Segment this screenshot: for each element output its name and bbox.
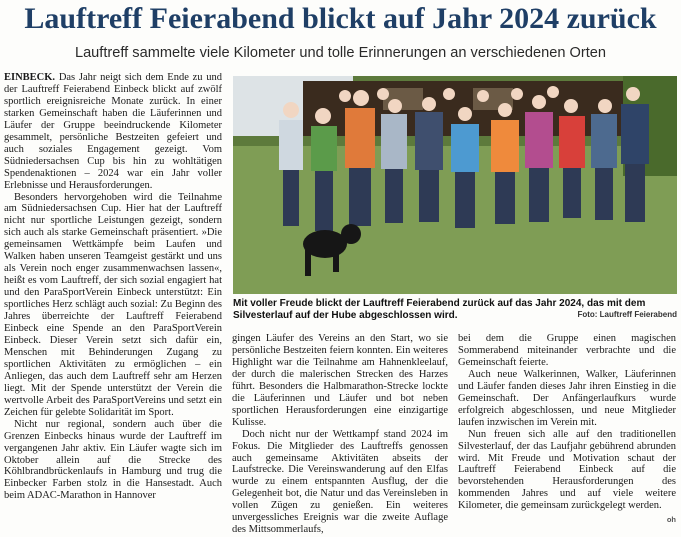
dateline: EINBECK. [4, 72, 56, 83]
column-2 [232, 333, 448, 536]
paragraph: Auch neue Walkerinnen, Walker, Läuferinnen und Läufer fanden dieses Jahr ihren Einstieg in die Gemeinschaft. Der Anfängerlaufkurs wurde erfolgreich abgeschlossen, und neue Mitglieder laufen inzwischen im Verein mit. [458, 368, 676, 428]
paragraph: bei dem die Gruppe einen magischen Sommerabend miteinander verbrachte und die Gemeinschaft feierte. [458, 333, 676, 368]
column-3 [458, 333, 676, 526]
paragraph-text: Nun freuen sich alle auf den traditionellen Silvesterlauf, der das Laufjahr gebührend abrunden wird. Mit Freude und Motivation schaut der Lauftreff Feierabend Einbeck auf die bevorstehenden Herausforderungen des kommenden Jahres und auf viele weitere Kilometer, die gemeinsam zurückgelegt werden. [458, 428, 676, 512]
group-photo-illustration [233, 76, 677, 294]
column-1 [4, 72, 222, 502]
paragraph-text: Das Jahr neigt sich dem Ende zu und der Lauftreff Feierabend Einbeck blickt auf zwölf sportlich ereignisreiche Monate zurück. In einer starken Gemeinschaft haben die Läuferinnen und Läufer der Gruppe beeindruckende Kilometer gesammelt, persönliche Bestzeiten gefeiert und auch soziales Engagement gezeigt. Vom Südniedersachsen Cup bis hin zu wohltätigen Spendenaktionen – 2024 war ein Jahr voller Erlebnisse und Herausforderungen. [4, 72, 223, 191]
subheadline: Lauftreff sammelte viele Kilometer und tolle Erinnerungen an verschiedenen Orten [74, 45, 607, 61]
paragraph: Doch nicht nur der Wettkampf stand 2024 im Fokus. Die Mitglieder des Lauftreffs genossen auch gemeinsame Aktivitäten abseits der Laufstrecke. Die Vereinswanderung auf den Elfas wurde zu einem entspannten Ausflug, der die Gelegenheit bot, die Natur und das Vereinsleben in vollen Zügen zu genießen. Ein weiteres unvergessliches Ereignis war die zweite Auflage des Mittsommerlaufs, [232, 428, 448, 536]
paragraph: Besonders hervorgehoben wird die Teilnahme am Südniedersachsen Cup. Hier hat der Lauftreff nicht nur sportliche Leistungen gezeigt, sondern sich auch als starke Gemeinschaft präsentiert. »Die gemeinsamen Wettkämpfe beim Laufen und Walken haben unseren Teamgeist gestärkt und uns als Verein noch enger zusammenwachsen lassen«, heißt es vom Lauftreff, der sich sozial engagiert hat und den ParaSportVerein Einbeck unterstützt: Ein sportliches Herz schlägt auch sozial: Zu Beginn des Jahres überreichte der Lauftreff Feierabend Einbeck eine Spende an den ParaSportVerein Einbeck. Dieser Verein setzt sich dafür ein, Menschen mit Behinderungen Zugang zu sportlichen Aktivitäten zu ermöglichen – ein Anliegen, das auch dem Lauftreff sehr am Herzen liegt. Mit der Spende unterstützt der Verein die wertvolle Arbeit des ParaSportVereins und setzt ein Zeichen für gelebte Solidarität im Sport. [4, 191, 222, 418]
group-photo [233, 76, 677, 294]
author-initials: oh [666, 515, 676, 525]
paragraph [458, 428, 676, 525]
paragraph: Nicht nur regional, sondern auch über die Grenzen Einbecks hinaus wurde der Lauftreff im vergangenen Jahr aktiv. Ein Läufer wagte sich im Oktober allein auf die Strecke des Köhlbrandbrückenlaufs in Hamburg und trug die Einbecker Farben stolz in die Hansestadt. Auch beim ADAC-Marathon in Hannover [4, 418, 222, 502]
photo-caption: Mit voller Freude blickt der Lauftreff Feierabend zurück auf das Jahr 2024, das mit dem Silvesterlauf auf der Hube abgeschlossen wird. [233, 298, 646, 321]
headline: Lauftreff Feierabend blickt auf Jahr 2024 zurück [24, 2, 657, 35]
paragraph [4, 72, 222, 192]
photo-credit: Foto: Lauftreff Feierabend [577, 310, 677, 319]
paragraph: gingen Läufer des Vereins an den Start, wo sie persönliche Bestzeiten feiern konnten. Ein weiteres Highlight war die Teilnahme am Hahnenkleelauf, der durch die malerischen Strecken des Harzes führt. Besonders die Halbmarathon-Strecke lockte die Läuferinnen und Läufer und bot neben sportlichen Herausforderungen eine einzigartige Kulisse. [232, 333, 448, 428]
